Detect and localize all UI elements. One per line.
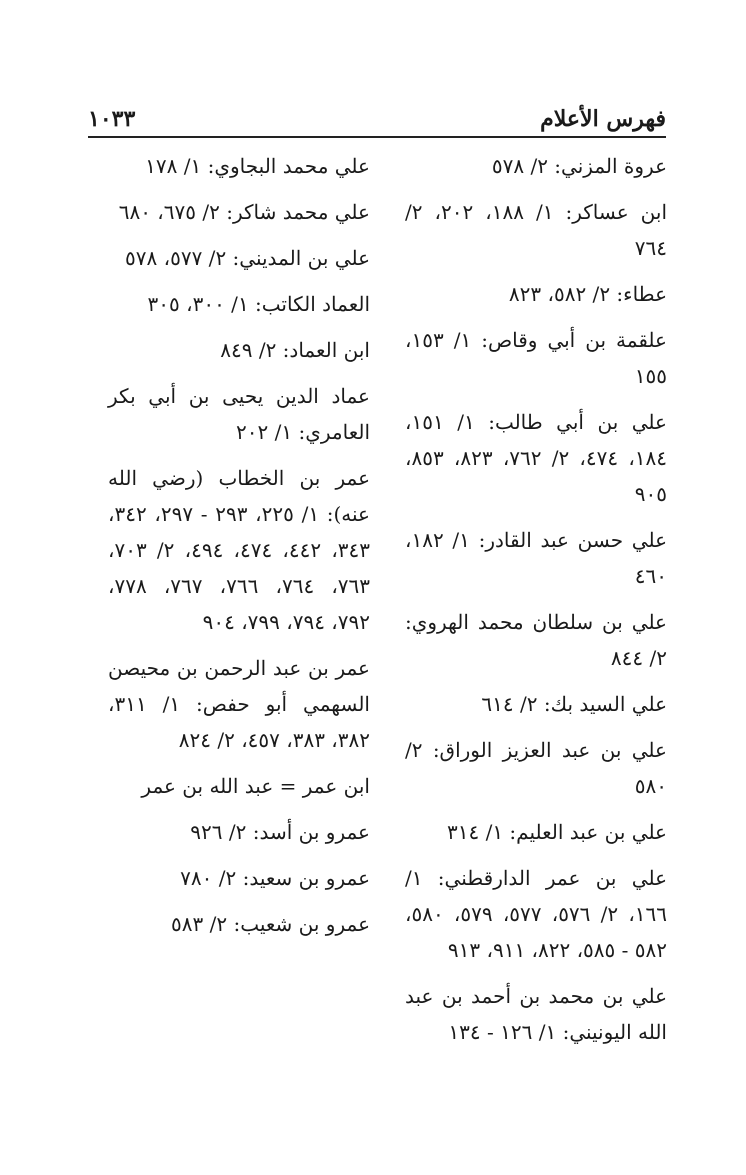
index-entry: علي السيد بك: ٢/ ٦١٤	[481, 692, 667, 716]
index-entry: علي بن عمر الدارقطني: ١/ ١٦٦، ٢/ ٥٧٦، ٥٧٧، ٥٧٩، ٥٨٠، ٥٨٢ - ٥٨٥، ٨٢٢، ٩١١، ٩١٣	[405, 866, 668, 962]
index-entry: عماد الدين يحيى بن أبي بكر العامري: ١/ ٢٠٢	[108, 384, 370, 444]
index-entry: عمرو بن شعيب: ٢/ ٥٨٣	[171, 912, 370, 936]
page-header	[88, 96, 666, 132]
index-entry: عمر بن عبد الرحمن بن محيصن السهمي أبو حفص: ١/ ٣١١، ٣٨٢، ٣٨٣، ٤٥٧، ٢/ ٨٢٤	[108, 656, 370, 752]
index-entry: عطاء: ٢/ ٥٨٢، ٨٢٣	[508, 282, 667, 306]
index-entry: علي محمد شاكر: ٢/ ٦٧٥، ٦٨٠	[118, 200, 370, 224]
index-entry: علي بن محمد بن أحمد بن عبد الله اليونيني: ١/ ١٢٦ - ١٣٤	[405, 984, 667, 1044]
header-divider	[88, 136, 666, 138]
index-entry: علي بن عبد العليم: ١/ ٣١٤	[446, 820, 667, 844]
index-entry: ابن عمر = عبد الله بن عمر	[141, 774, 370, 798]
index-entry: عمرو بن سعيد: ٢/ ٧٨٠	[180, 866, 370, 890]
index-entry: عمر بن الخطاب (رضي الله عنه): ١/ ٢٢٥، ٢٩٣ - ٢٩٧، ٣٤٢، ٣٤٣، ٤٤٢، ٤٧٤، ٤٩٤، ٢/ ٧٠٣، ٧٦٣، ٧٦٤، ٧٦٦، ٧٦٧، ٧٧٨، ٧٩٢، ٧٩٤، ٧٩٩، ٩٠٤	[108, 466, 371, 634]
index-entry: عمرو بن أسد: ٢/ ٩٢٦	[190, 820, 370, 844]
left-column	[108, 148, 370, 952]
index-entry: علي بن سلطان محمد الهروي: ٢/ ٨٤٤	[405, 610, 667, 670]
index-entry: علي بن عبد العزيز الوراق: ٢/ ٥٨٠	[405, 738, 667, 798]
page-title: فهرس الأعلام	[540, 106, 666, 132]
index-entry: علقمة بن أبي وقاص: ١/ ١٥٣، ١٥٥	[405, 328, 667, 388]
index-entry: علي بن المديني: ٢/ ٥٧٧، ٥٧٨	[125, 246, 370, 270]
index-entry: العماد الكاتب: ١/ ٣٠٠، ٣٠٥	[147, 292, 370, 316]
index-entry: علي محمد البجاوي: ١/ ١٧٨	[145, 154, 370, 178]
index-entry: عروة المزني: ٢/ ٥٧٨	[491, 154, 667, 178]
right-column	[405, 148, 667, 1060]
index-entry: ابن العماد: ٢/ ٨٤٩	[220, 338, 370, 362]
page-number: ١٠٣٣	[88, 106, 136, 132]
index-entry: علي حسن عبد القادر: ١/ ١٨٢، ٤٦٠	[405, 528, 667, 588]
index-entry: علي بن أبي طالب: ١/ ١٥١، ١٨٤، ٤٧٤، ٢/ ٧٦٢، ٨٢٣، ٨٥٣، ٩٠٥	[405, 410, 668, 506]
index-entry: ابن عساكر: ١/ ١٨٨، ٢٠٢، ٢/ ٧٦٤	[405, 200, 668, 260]
